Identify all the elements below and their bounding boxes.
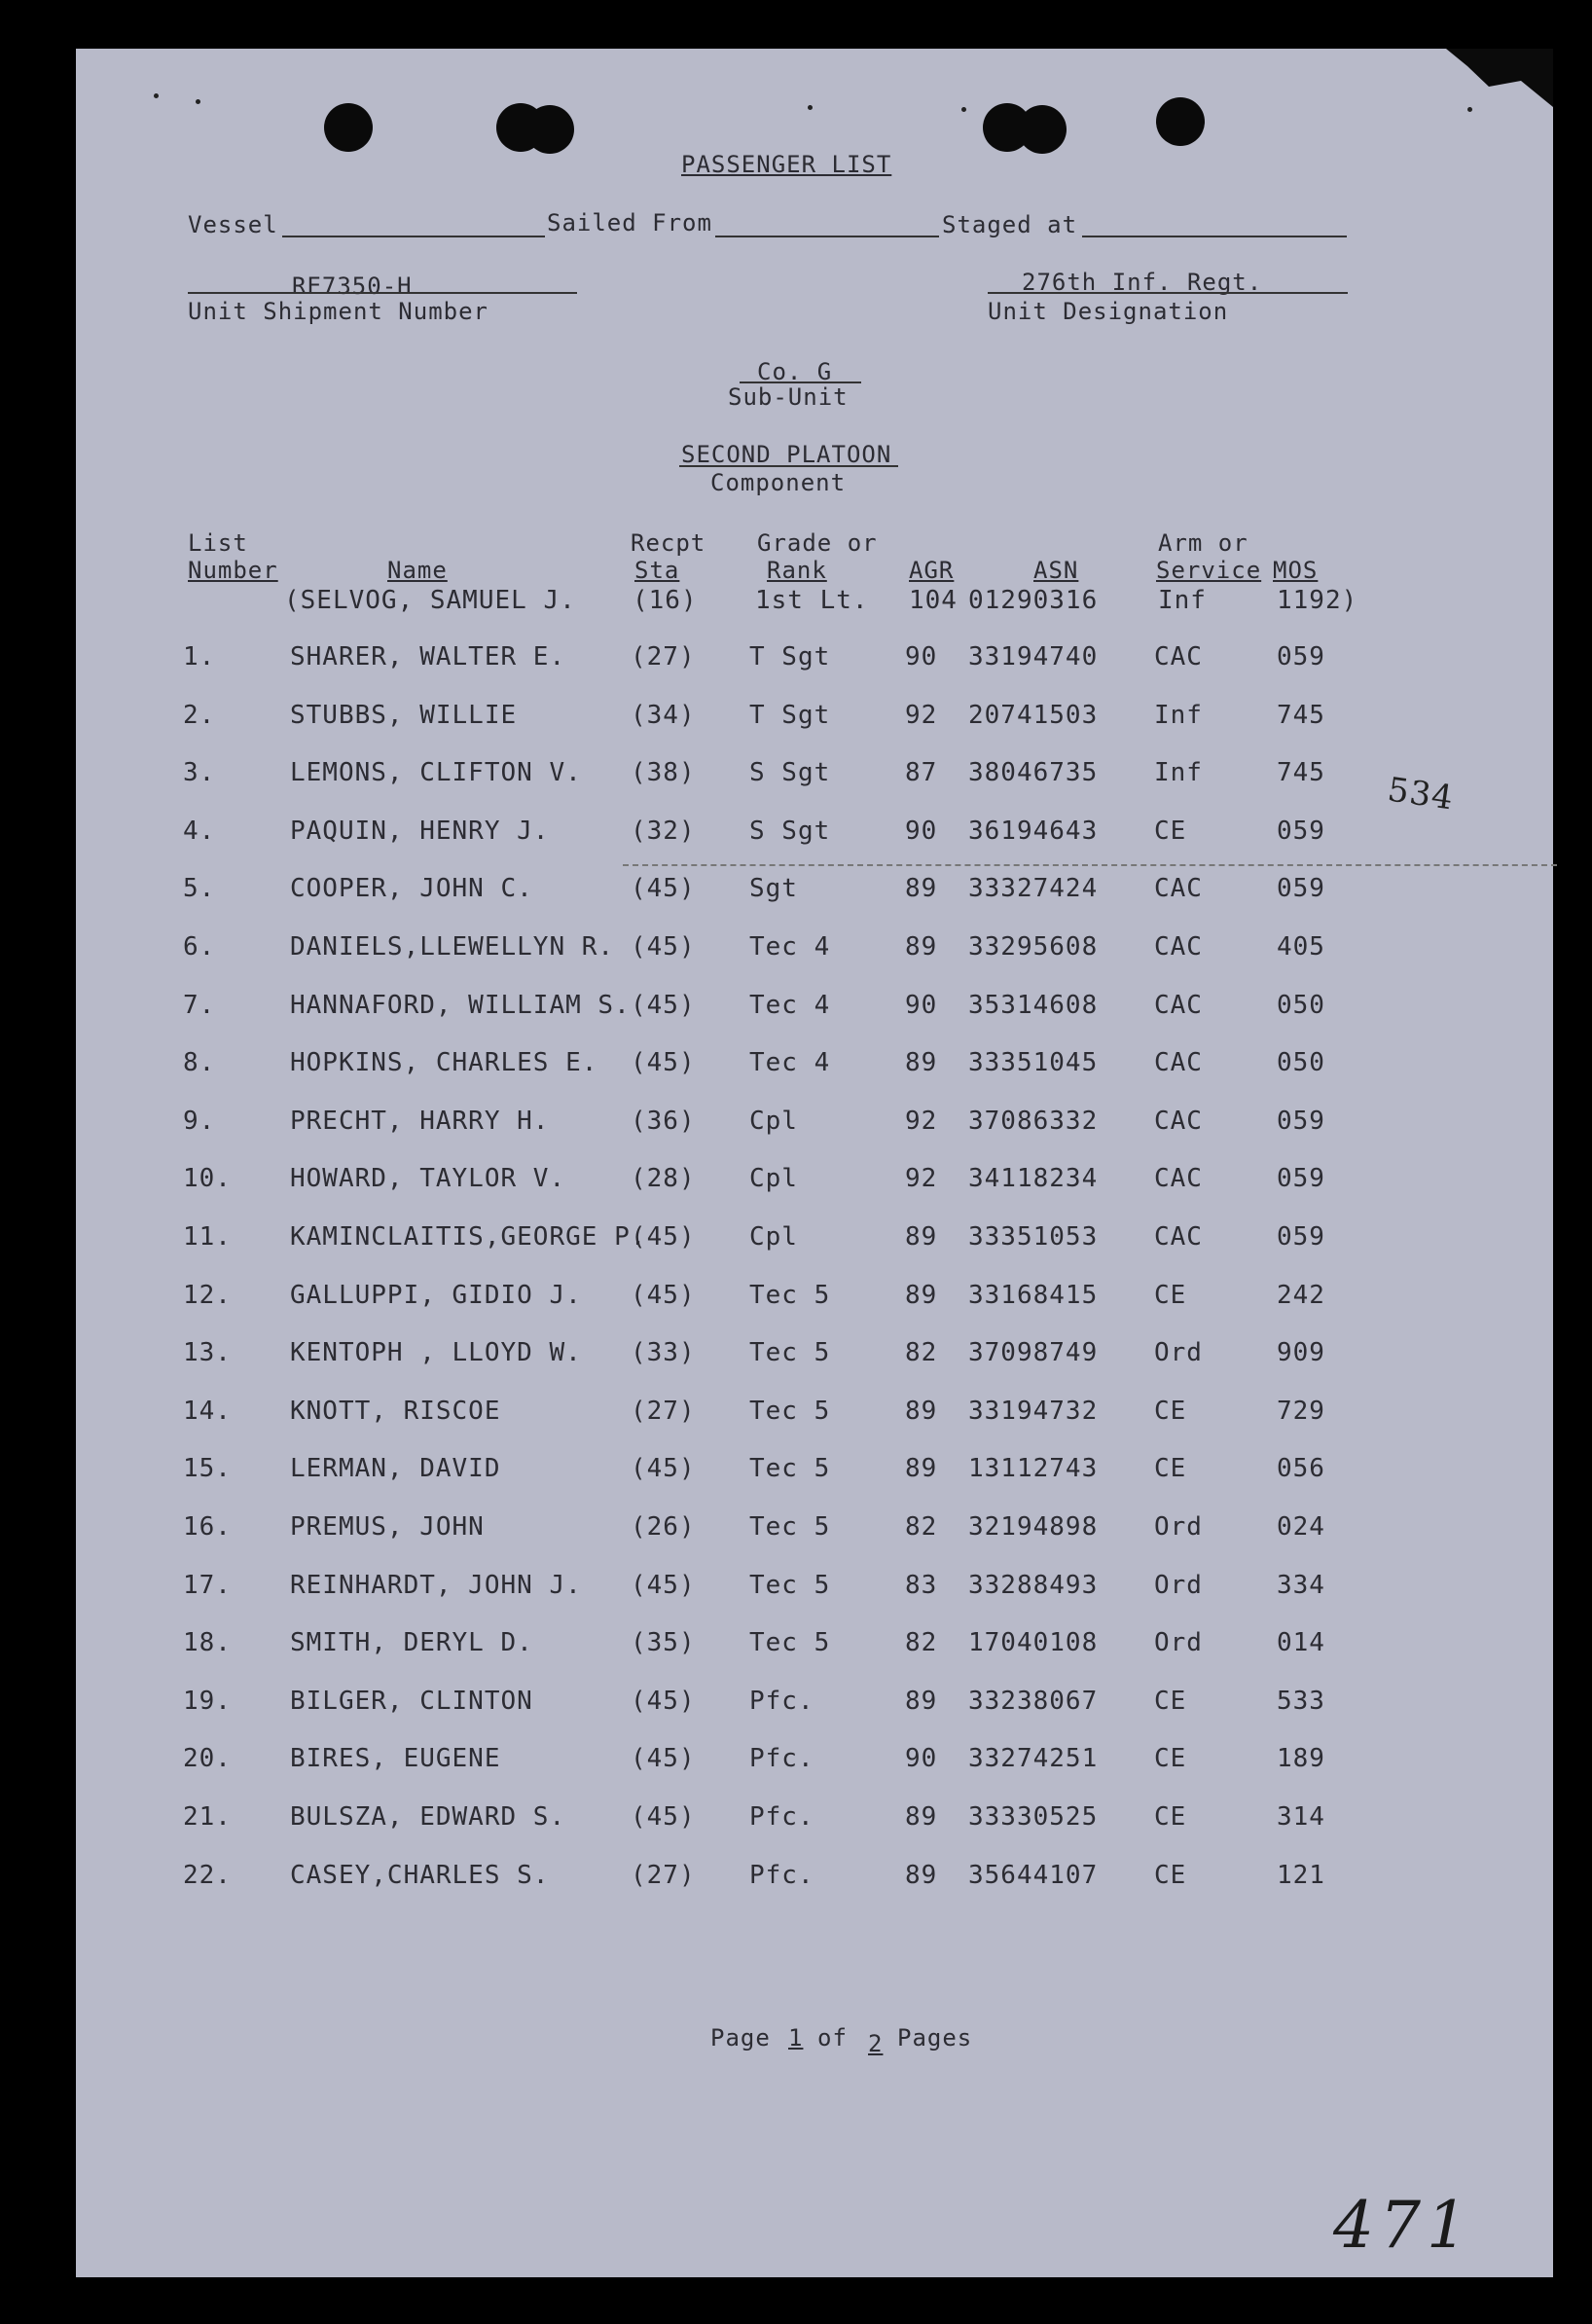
asn: 38046735 bbox=[968, 758, 1099, 787]
recpt-sta: (45) bbox=[631, 874, 696, 903]
asn: 33238067 bbox=[968, 1687, 1099, 1716]
grade: S Sgt bbox=[749, 758, 831, 787]
page-of: of bbox=[817, 2024, 848, 2052]
mos: 909 bbox=[1277, 1338, 1325, 1367]
mos: 059 bbox=[1277, 1164, 1325, 1193]
arm-service: Ord bbox=[1154, 1571, 1203, 1600]
agr: 89 bbox=[905, 1397, 938, 1426]
asn: 33330525 bbox=[968, 1802, 1099, 1832]
list-number: 17. bbox=[183, 1571, 232, 1600]
passenger-name: SHARER, WALTER E. bbox=[290, 642, 566, 672]
arm-service: Inf bbox=[1154, 758, 1203, 787]
punch-hole bbox=[324, 103, 373, 152]
punch-hole bbox=[525, 105, 574, 154]
recpt-sta: (34) bbox=[631, 701, 696, 730]
component: SECOND PLATOON bbox=[681, 441, 892, 468]
mos: 050 bbox=[1277, 1048, 1325, 1077]
passenger-name: GALLUPPI, GIDIO J. bbox=[290, 1281, 582, 1310]
agr: 92 bbox=[905, 1107, 938, 1136]
col-arm: Arm or bbox=[1158, 529, 1248, 557]
passenger-name: PRECHT, HARRY H. bbox=[290, 1107, 550, 1136]
asn: 33288493 bbox=[968, 1571, 1099, 1600]
list-number: 10. bbox=[183, 1164, 232, 1193]
list-number: 13. bbox=[183, 1338, 232, 1367]
mos: 050 bbox=[1277, 991, 1325, 1020]
officer-grade: 1st Lt. bbox=[755, 586, 869, 615]
col-arm: Service bbox=[1156, 557, 1262, 584]
list-number: 9. bbox=[183, 1107, 216, 1136]
punch-hole bbox=[1018, 105, 1067, 154]
agr: 90 bbox=[905, 991, 938, 1020]
stamp-number: 534 bbox=[1385, 770, 1457, 818]
passenger-name: HOWARD, TAYLOR V. bbox=[290, 1164, 566, 1193]
speck bbox=[1467, 107, 1472, 112]
mos: 189 bbox=[1277, 1744, 1325, 1773]
arm-service: CAC bbox=[1154, 1107, 1203, 1136]
grade: Tec 5 bbox=[749, 1628, 831, 1657]
col-agr: AGR bbox=[909, 557, 955, 584]
asn: 35644107 bbox=[968, 1861, 1099, 1890]
mos: 533 bbox=[1277, 1687, 1325, 1716]
grade: T Sgt bbox=[749, 701, 831, 730]
agr: 89 bbox=[905, 1048, 938, 1077]
recpt-sta: (28) bbox=[631, 1164, 696, 1193]
agr: 92 bbox=[905, 701, 938, 730]
officer-arm: Inf bbox=[1158, 586, 1207, 615]
list-number: 19. bbox=[183, 1687, 232, 1716]
arm-service: CAC bbox=[1154, 1222, 1203, 1252]
page-prefix: Page bbox=[710, 2024, 771, 2052]
recpt-sta: (45) bbox=[631, 991, 696, 1020]
page-suffix: Pages bbox=[897, 2024, 973, 2052]
agr: 82 bbox=[905, 1338, 938, 1367]
recpt-sta: (45) bbox=[631, 1802, 696, 1832]
recpt-sta: (45) bbox=[631, 1222, 696, 1252]
grade: Tec 5 bbox=[749, 1281, 831, 1310]
asn: 33168415 bbox=[968, 1281, 1099, 1310]
list-number: 8. bbox=[183, 1048, 216, 1077]
torn-corner bbox=[1446, 49, 1553, 107]
agr: 89 bbox=[905, 1687, 938, 1716]
grade: Cpl bbox=[749, 1222, 798, 1252]
arm-service: Ord bbox=[1154, 1628, 1203, 1657]
recpt-sta: (38) bbox=[631, 758, 696, 787]
arm-service: CE bbox=[1154, 1861, 1187, 1890]
arm-service: CAC bbox=[1154, 932, 1203, 962]
passenger-name: REINHARDT, JOHN J. bbox=[290, 1571, 582, 1600]
passenger-name: PREMUS, JOHN bbox=[290, 1512, 485, 1542]
passenger-name: CASEY,CHARLES S. bbox=[290, 1861, 550, 1890]
punch-hole bbox=[1156, 97, 1205, 146]
passenger-name: COOPER, JOHN C. bbox=[290, 874, 533, 903]
unit-shipment-label: Unit Shipment Number bbox=[188, 298, 488, 325]
unit-designation: 276th Inf. Regt. bbox=[1022, 269, 1263, 296]
list-number: 2. bbox=[183, 701, 216, 730]
sub-unit-label: Sub-Unit bbox=[728, 383, 849, 411]
asn: 33194740 bbox=[968, 642, 1099, 672]
col-grade: Grade or bbox=[757, 529, 878, 557]
asn: 20741503 bbox=[968, 701, 1099, 730]
agr: 82 bbox=[905, 1512, 938, 1542]
list-number: 5. bbox=[183, 874, 216, 903]
recpt-sta: (33) bbox=[631, 1338, 696, 1367]
speck bbox=[808, 105, 813, 110]
speck bbox=[961, 107, 966, 112]
mos: 059 bbox=[1277, 1222, 1325, 1252]
staged-at-line bbox=[1082, 236, 1347, 237]
passenger-name: KNOTT, RISCOE bbox=[290, 1397, 501, 1426]
col-recpt-sta: Recpt bbox=[631, 529, 706, 557]
arm-service: CE bbox=[1154, 1454, 1187, 1483]
agr: 82 bbox=[905, 1628, 938, 1657]
shipment-number-line bbox=[188, 292, 577, 294]
handwritten-number: 471 bbox=[1333, 2188, 1473, 2263]
passenger-name: KENTOPH , LLOYD W. bbox=[290, 1338, 582, 1367]
vessel-label: Vessel bbox=[188, 211, 278, 238]
grade: S Sgt bbox=[749, 817, 831, 846]
col-name: Name bbox=[387, 557, 448, 584]
list-number: 16. bbox=[183, 1512, 232, 1542]
recpt-sta: (45) bbox=[631, 1687, 696, 1716]
grade: Tec 4 bbox=[749, 991, 831, 1020]
arm-service: Inf bbox=[1154, 701, 1203, 730]
speck bbox=[196, 99, 200, 104]
recpt-sta: (26) bbox=[631, 1512, 696, 1542]
mos: 745 bbox=[1277, 701, 1325, 730]
list-number: 6. bbox=[183, 932, 216, 962]
recpt-sta: (27) bbox=[631, 1861, 696, 1890]
agr: 89 bbox=[905, 1222, 938, 1252]
passenger-name: HOPKINS, CHARLES E. bbox=[290, 1048, 598, 1077]
passenger-name: BILGER, CLINTON bbox=[290, 1687, 533, 1716]
grade: Tec 5 bbox=[749, 1454, 831, 1483]
grade: T Sgt bbox=[749, 642, 831, 672]
page-current: 1 bbox=[788, 2024, 804, 2052]
passenger-name: DANIELS,LLEWELLYN R. bbox=[290, 932, 615, 962]
mos: 242 bbox=[1277, 1281, 1325, 1310]
list-number: 12. bbox=[183, 1281, 232, 1310]
asn: 37098749 bbox=[968, 1338, 1099, 1367]
asn: 37086332 bbox=[968, 1107, 1099, 1136]
grade: Cpl bbox=[749, 1107, 798, 1136]
unit-designation-line bbox=[988, 292, 1348, 294]
mos: 729 bbox=[1277, 1397, 1325, 1426]
asn: 13112743 bbox=[968, 1454, 1099, 1483]
arm-service: CE bbox=[1154, 1744, 1187, 1773]
arm-service: Ord bbox=[1154, 1512, 1203, 1542]
agr: 89 bbox=[905, 1281, 938, 1310]
mos: 014 bbox=[1277, 1628, 1325, 1657]
agr: 87 bbox=[905, 758, 938, 787]
grade: Pfc. bbox=[749, 1687, 814, 1716]
agr: 89 bbox=[905, 932, 938, 962]
grade: Tec 5 bbox=[749, 1338, 831, 1367]
fold-crease bbox=[623, 864, 1557, 866]
passenger-name: LERMAN, DAVID bbox=[290, 1454, 501, 1483]
asn: 32194898 bbox=[968, 1512, 1099, 1542]
component-line bbox=[679, 465, 898, 467]
officer-mos: 1192) bbox=[1277, 586, 1358, 615]
recpt-sta: (45) bbox=[631, 1454, 696, 1483]
passenger-name: KAMINCLAITIS,GEORGE P. bbox=[290, 1222, 647, 1252]
arm-service: CAC bbox=[1154, 1048, 1203, 1077]
sub-unit: Co. G bbox=[757, 358, 833, 385]
mos: 745 bbox=[1277, 758, 1325, 787]
list-number: 22. bbox=[183, 1861, 232, 1890]
unit-designation-label: Unit Designation bbox=[988, 298, 1229, 325]
speck bbox=[154, 93, 159, 98]
agr: 90 bbox=[905, 642, 938, 672]
arm-service: CAC bbox=[1154, 1164, 1203, 1193]
passenger-name: STUBBS, WILLIE bbox=[290, 701, 518, 730]
unit-shipment-number: RE7350-H bbox=[292, 272, 413, 300]
mos: 405 bbox=[1277, 932, 1325, 962]
recpt-sta: (36) bbox=[631, 1107, 696, 1136]
arm-service: CE bbox=[1154, 1281, 1187, 1310]
grade: Tec 4 bbox=[749, 1048, 831, 1077]
arm-service: CE bbox=[1154, 1397, 1187, 1426]
arm-service: CE bbox=[1154, 1802, 1187, 1832]
list-number: 7. bbox=[183, 991, 216, 1020]
list-number: 1. bbox=[183, 642, 216, 672]
officer-agr: 104 bbox=[909, 586, 958, 615]
asn: 33274251 bbox=[968, 1744, 1099, 1773]
col-list-number: List bbox=[188, 529, 248, 557]
grade: Tec 5 bbox=[749, 1512, 831, 1542]
vessel-line bbox=[282, 236, 545, 237]
asn: 36194643 bbox=[968, 817, 1099, 846]
passenger-name: HANNAFORD, WILLIAM S. bbox=[290, 991, 631, 1020]
col-list-number: Number bbox=[188, 557, 278, 584]
recpt-sta: (27) bbox=[631, 1397, 696, 1426]
agr: 90 bbox=[905, 1744, 938, 1773]
list-number: 11. bbox=[183, 1222, 232, 1252]
list-number: 4. bbox=[183, 817, 216, 846]
list-number: 3. bbox=[183, 758, 216, 787]
grade: Pfc. bbox=[749, 1744, 814, 1773]
grade: Tec 4 bbox=[749, 932, 831, 962]
grade: Cpl bbox=[749, 1164, 798, 1193]
sailed-from-line bbox=[715, 236, 939, 237]
agr: 89 bbox=[905, 1802, 938, 1832]
asn: 17040108 bbox=[968, 1628, 1099, 1657]
page-title: PASSENGER LIST bbox=[681, 151, 892, 178]
mos: 059 bbox=[1277, 1107, 1325, 1136]
asn: 33327424 bbox=[968, 874, 1099, 903]
asn: 33351053 bbox=[968, 1222, 1099, 1252]
asn: 35314608 bbox=[968, 991, 1099, 1020]
col-asn: ASN bbox=[1033, 557, 1079, 584]
asn: 33194732 bbox=[968, 1397, 1099, 1426]
grade: Tec 5 bbox=[749, 1571, 831, 1600]
recpt-sta: (35) bbox=[631, 1628, 696, 1657]
passenger-name: SMITH, DERYL D. bbox=[290, 1628, 533, 1657]
asn: 34118234 bbox=[968, 1164, 1099, 1193]
passenger-name: PAQUIN, HENRY J. bbox=[290, 817, 550, 846]
list-number: 14. bbox=[183, 1397, 232, 1426]
mos: 314 bbox=[1277, 1802, 1325, 1832]
col-recpt-sta: Sta bbox=[634, 557, 680, 584]
recpt-sta: (45) bbox=[631, 1744, 696, 1773]
grade: Pfc. bbox=[749, 1802, 814, 1832]
mos: 059 bbox=[1277, 642, 1325, 672]
mos: 121 bbox=[1277, 1861, 1325, 1890]
officer-asn: 01290316 bbox=[968, 586, 1099, 615]
mos: 059 bbox=[1277, 874, 1325, 903]
col-grade: Rank bbox=[767, 557, 827, 584]
agr: 90 bbox=[905, 817, 938, 846]
arm-service: Ord bbox=[1154, 1338, 1203, 1367]
recpt-sta: (45) bbox=[631, 1571, 696, 1600]
agr: 89 bbox=[905, 874, 938, 903]
arm-service: CAC bbox=[1154, 991, 1203, 1020]
passenger-name: BIRES, EUGENE bbox=[290, 1744, 501, 1773]
page-total: 2 bbox=[868, 2030, 884, 2057]
sailed-from-label: Sailed From bbox=[547, 209, 712, 236]
mos: 024 bbox=[1277, 1512, 1325, 1542]
grade: Pfc. bbox=[749, 1861, 814, 1890]
grade: Tec 5 bbox=[749, 1397, 831, 1426]
recpt-sta: (45) bbox=[631, 1281, 696, 1310]
agr: 89 bbox=[905, 1454, 938, 1483]
staged-at-label: Staged at bbox=[942, 211, 1078, 238]
arm-service: CAC bbox=[1154, 874, 1203, 903]
arm-service: CAC bbox=[1154, 642, 1203, 672]
component-label: Component bbox=[710, 469, 847, 496]
list-number: 18. bbox=[183, 1628, 232, 1657]
list-number: 20. bbox=[183, 1744, 232, 1773]
passenger-name: LEMONS, CLIFTON V. bbox=[290, 758, 582, 787]
officer-name: (SELVOG, SAMUEL J. bbox=[284, 586, 576, 615]
asn: 33295608 bbox=[968, 932, 1099, 962]
mos: 056 bbox=[1277, 1454, 1325, 1483]
passenger-name: BULSZA, EDWARD S. bbox=[290, 1802, 566, 1832]
asn: 33351045 bbox=[968, 1048, 1099, 1077]
arm-service: CE bbox=[1154, 1687, 1187, 1716]
agr: 92 bbox=[905, 1164, 938, 1193]
list-number: 21. bbox=[183, 1802, 232, 1832]
recpt-sta: (45) bbox=[631, 932, 696, 962]
recpt-sta: (45) bbox=[631, 1048, 696, 1077]
recpt-sta: (32) bbox=[631, 817, 696, 846]
grade: Sgt bbox=[749, 874, 798, 903]
agr: 83 bbox=[905, 1571, 938, 1600]
recpt-sta: (27) bbox=[631, 642, 696, 672]
officer-sta: (16) bbox=[633, 586, 698, 615]
col-mos: MOS bbox=[1273, 557, 1319, 584]
agr: 89 bbox=[905, 1861, 938, 1890]
list-number: 15. bbox=[183, 1454, 232, 1483]
mos: 059 bbox=[1277, 817, 1325, 846]
mos: 334 bbox=[1277, 1571, 1325, 1600]
arm-service: CE bbox=[1154, 817, 1187, 846]
